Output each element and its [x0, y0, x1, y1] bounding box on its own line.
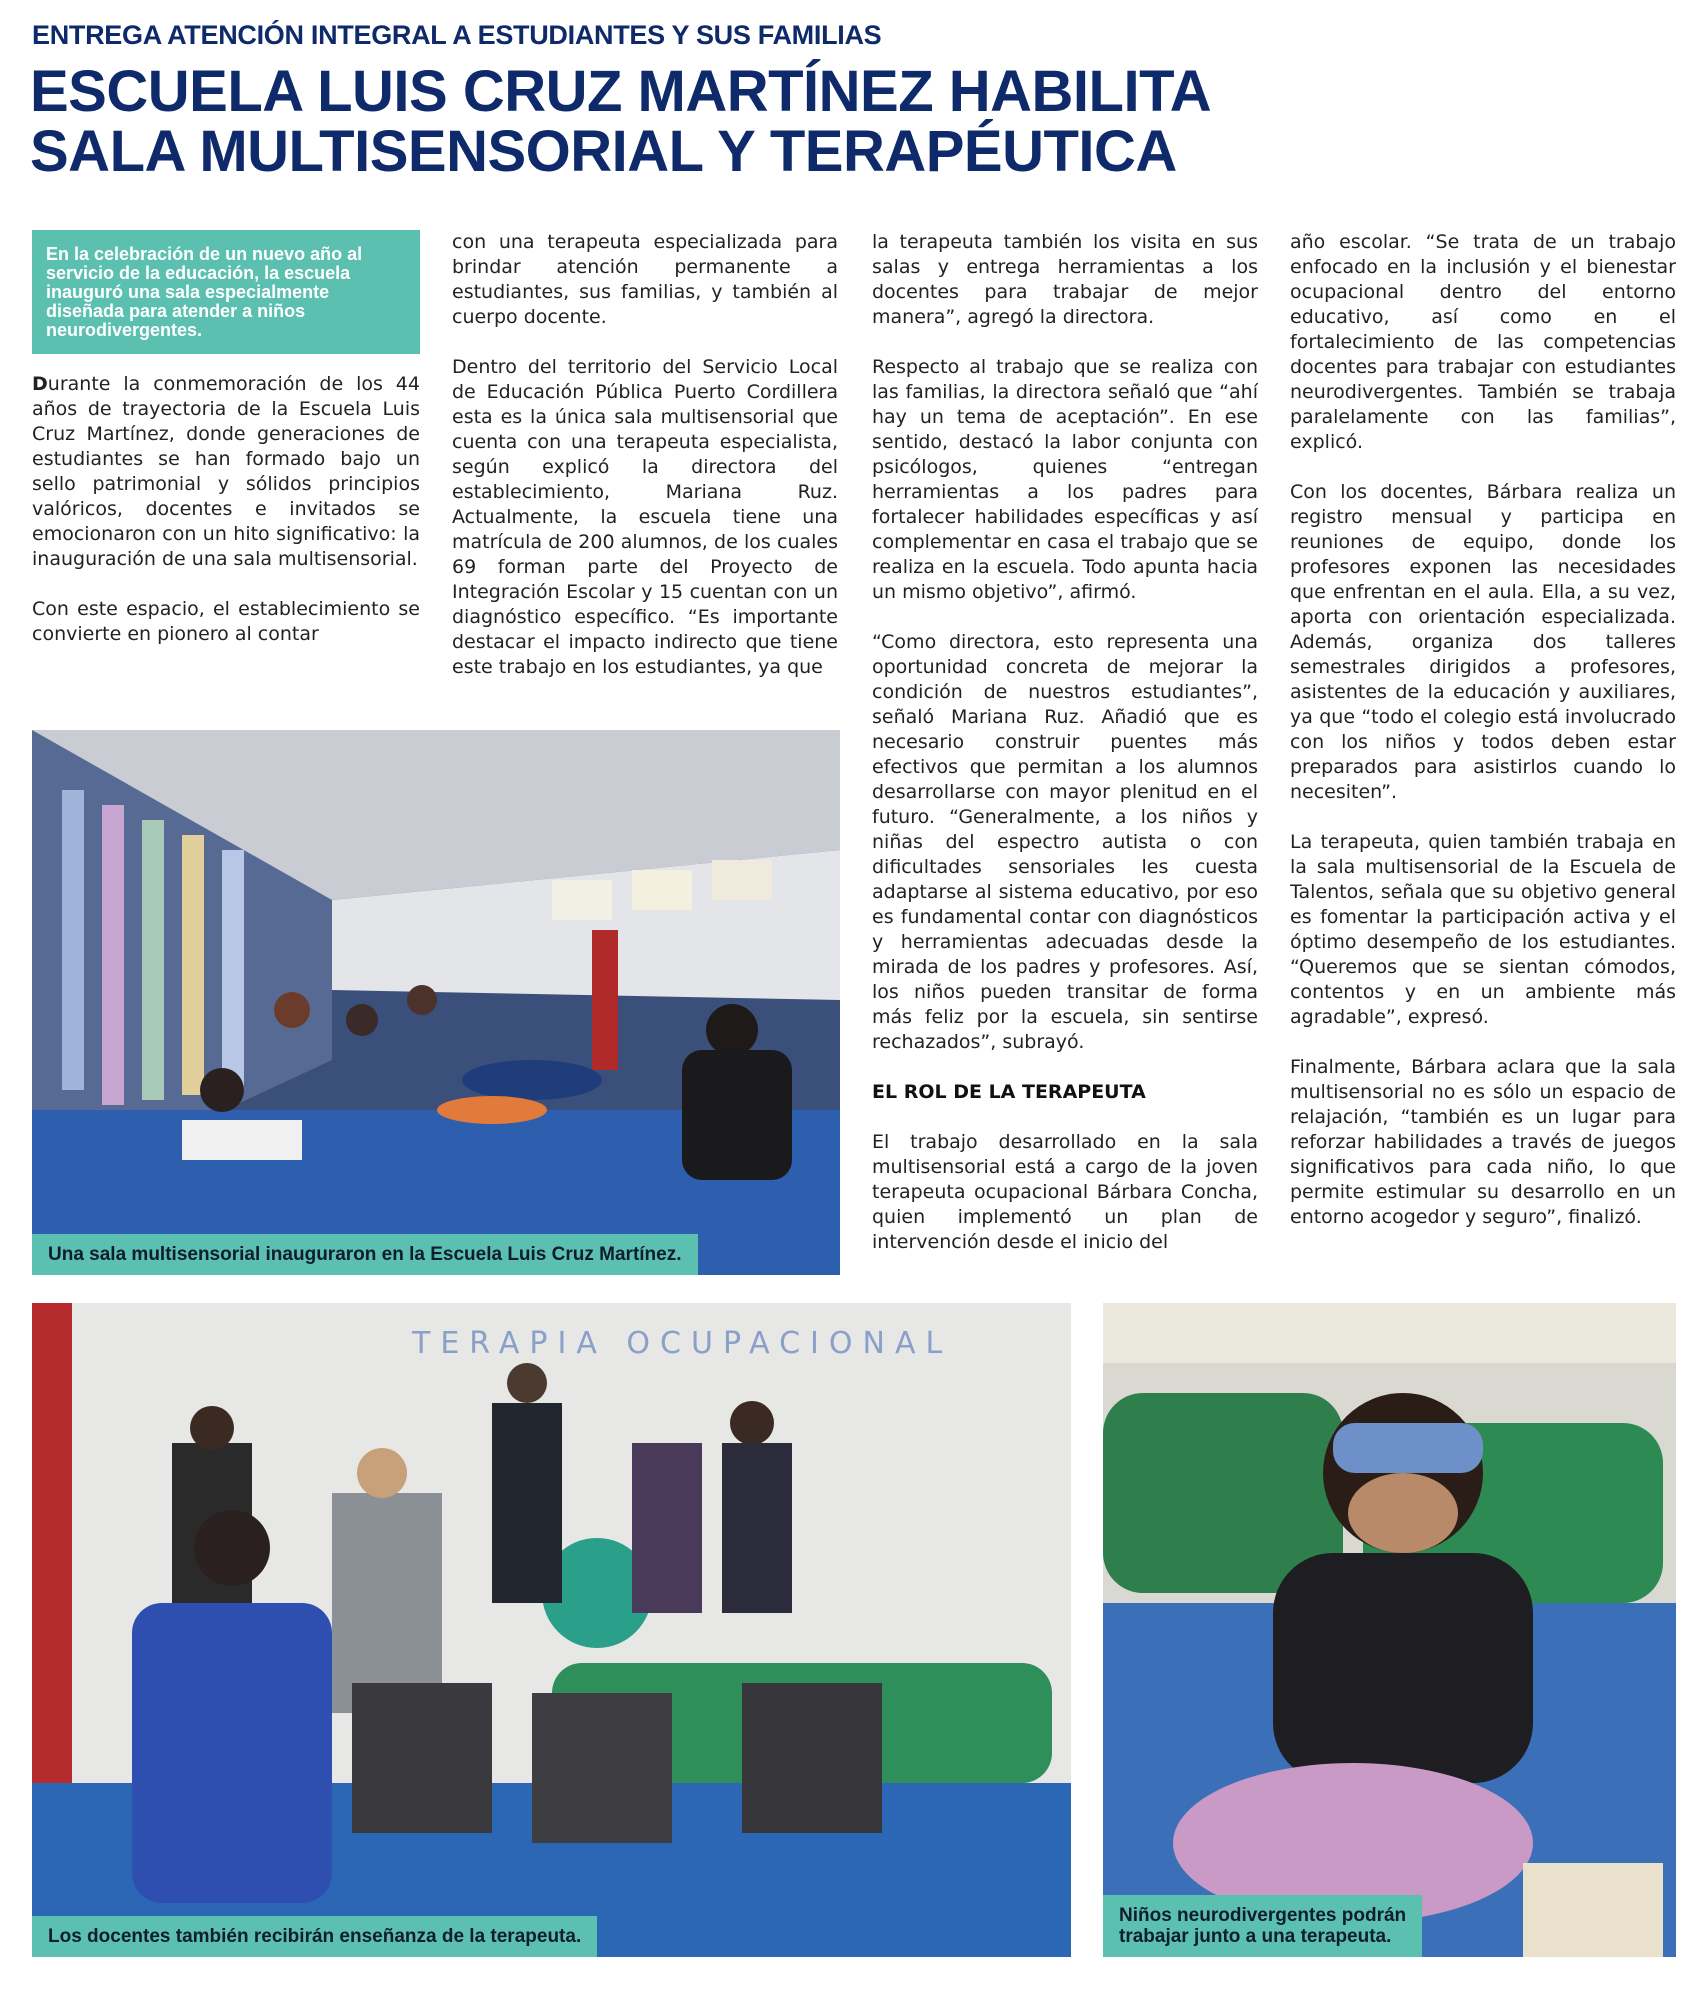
banner-text: TERAPIA OCUPACIONAL [412, 1326, 953, 1361]
paragraph: La terapeuta, quien también trabaja en la sala multisensorial de la Escuela de Talentos, señala que su objetivo general es fomentar la participación activa y el óptimo desempeño de los estudiantes. “Queremos que se sientan cómodos, contentos y en un ambiente más agradable”, expresó. [1290, 831, 1676, 1028]
text-column-4 [1290, 230, 1676, 1280]
caption-line-2: trabajar junto a una terapeuta. [1119, 1926, 1392, 1947]
text-column-3 [872, 230, 1258, 1280]
paragraph: “Como directora, esto representa una oportunidad concreta de mejorar la condición de nuestros estudiantes”, señaló Mariana Ruz. Añadió que es necesario construir puentes más efectivos que permitan a los alumnos desarrollarse con mayor plenitud en el futuro. “Generalmente, a los niños y niñas del espectro autista o con dificultades sensoriales les cuesta adaptarse al sistema educativo, por eso es fundamental contar con diagnósticos y herramientas adecuadas desde la mirada de los padres y profesores. Así, los niños pueden transitar de forma más feliz por la escuela, sin sentirse rechazados”, subrayó. [872, 631, 1258, 1053]
photo-caption: Una sala multisensorial inauguraron en la Escuela Luis Cruz Martínez. [32, 1234, 698, 1275]
paragraph: Respecto al trabajo que se realiza con las familias, la directora señaló que “ahí hay un tema de aceptación”. En ese sentido, destacó la labor conjunta con psicólogos, quienes “entregan herramientas a los padres para fortalecer habilidades específicas y así complementar en casa el trabajo que se realiza en la escuela. Todo apunta hacia un mismo objetivo”, afirmó. [872, 356, 1258, 603]
article-headline [30, 59, 1670, 184]
headline-line-2: SALA MULTISENSORIAL Y TERAPÉUTICA [30, 119, 1177, 184]
photo-illustration [32, 730, 840, 1275]
photo-child-therapy [1103, 1303, 1676, 1957]
drop-cap: D [32, 373, 48, 395]
photo-caption: Los docentes también recibirán enseñanza de la terapeuta. [32, 1916, 597, 1957]
section-subheading: EL ROL DE LA TERAPEUTA [872, 1081, 1146, 1103]
lead-summary-box: En la celebración de un nuevo año al servicio de la educación, la escuela inauguró una sala especialmente diseñada para atender a niños neurodivergentes. [32, 230, 420, 354]
paragraph: la terapeuta también los visita en sus salas y entrega herramientas a los docentes para trabajar de mejor manera”, agregó la directora. [872, 231, 1258, 328]
photo-illustration [1103, 1303, 1676, 1957]
paragraph: año escolar. “Se trata de un trabajo enfocado en la inclusión y el bienestar ocupacional dentro del entorno educativo, así como en el fortalecimiento de las competencias docentes para trabajar con estudiantes neurodivergentes. También se trabaja paralelamente con las familias”, explicó. [1290, 231, 1676, 453]
photo-teachers-training [32, 1303, 1071, 1957]
text-column-1 [32, 230, 420, 710]
text-column-2 [452, 230, 838, 710]
paragraph: Dentro del territorio del Servicio Local de Educación Pública Puerto Cordillera esta es la única sala multisensorial que cuenta con una terapeuta especialista, según explicó la directora del establecimiento, Mariana Ruz. Actualmente, la escuela tiene una matrícula de 200 alumnos, de los cuales 69 forman parte del Proyecto de Integración Escolar y 15 cuentan con un diagnóstico específico. “Es importante destacar el impacto indirecto que tiene este trabajo en los estudiantes, ya que [452, 356, 838, 678]
paragraph: El trabajo desarrollado en la sala multisensorial está a cargo de la joven terapeuta ocupacional Bárbara Concha, quien implementó un plan de intervención desde el inicio del [872, 1131, 1258, 1253]
article-kicker: ENTREGA ATENCIÓN INTEGRAL A ESTUDIANTES Y SUS FAMILIAS [32, 20, 882, 50]
caption-line-1: Niños neurodivergentes podrán [1119, 1905, 1407, 1926]
photo-caption [1103, 1895, 1422, 1957]
headline-line-1: ESCUELA LUIS CRUZ MARTÍNEZ HABILITA [30, 59, 1212, 124]
paragraph: Con los docentes, Bárbara realiza un registro mensual y participa en reuniones de equipo, donde los profesores exponen las necesidades que enfrentan en el aula. Ella, a su vez, aporta con orientación especializada. Además, organiza dos talleres semestrales dirigidos a profesores, asistentes de la educación y auxiliares, ya que “todo el colegio está involucrado con los niños y todos deben estar preparados para asistirlos cuando lo necesiten”. [1290, 481, 1676, 803]
paragraph: con una terapeuta especializada para brindar atención permanente a estudiantes, sus familias, y también al cuerpo docente. [452, 231, 838, 328]
paragraph: Con este espacio, el establecimiento se convierte en pionero al contar [32, 598, 420, 645]
paragraph [32, 372, 420, 572]
photo-illustration [32, 1303, 1071, 1957]
photo-multisensory-room [32, 730, 840, 1275]
paragraph: Finalmente, Bárbara aclara que la sala multisensorial no es sólo un espacio de relajación, “también es un lugar para reforzar habilidades a través de juegos significativos para cada niño, lo que permite estimular su desarrollo en un entorno acogedor y seguro”, finalizó. [1290, 1056, 1676, 1228]
paragraph-text: urante la conmemoración de los 44 años de trayectoria de la Escuela Luis Cruz Martínez, donde generaciones de estudiantes se han formado bajo un sello patrimonial y sólidos principios valóricos, docentes e invitados se emocionaron con un hito significativo: la inauguración de una sala multisensorial. [32, 373, 420, 570]
